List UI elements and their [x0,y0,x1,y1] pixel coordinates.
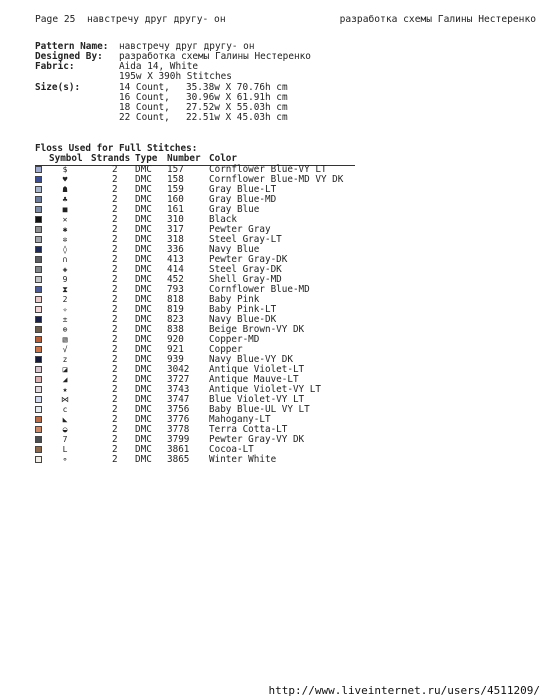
color-name: Beige Brown-VY DK [209,324,305,335]
number-value: 939 [167,354,184,365]
floss-row [0,235,546,245]
color-name: Navy Blue-VY DK [209,354,293,365]
stitch-symbol: ⊕ [62,325,68,334]
floss-row [0,435,546,445]
number-value: 452 [167,274,184,285]
number-value: 310 [167,214,184,225]
number-value: 3727 [167,374,190,385]
color-name: Navy Blue-DK [209,314,277,325]
strands-value: 2 [112,294,118,305]
column-header-number: Number [167,153,201,164]
strands-value: 2 [112,404,118,415]
stitch-symbol: ♥ [62,175,68,184]
strands-value: 2 [112,234,118,245]
floss-row [0,215,546,225]
number-value: 336 [167,244,184,255]
strands-value: 2 [112,164,118,175]
number-value: 317 [167,224,184,235]
color-name: Mahogany-LT [209,414,271,425]
strands-value: 2 [112,384,118,395]
designed-by-label: Designed By: [35,51,103,62]
strands-value: 2 [112,324,118,335]
pattern-name-label: Pattern Name: [35,41,109,52]
type-value: DMC [135,334,152,345]
strands-value: 2 [112,174,118,185]
color-name: Winter White [209,454,277,465]
color-name: Shell Gray-MD [209,274,282,285]
floss-row [0,205,546,215]
strands-value: 2 [112,194,118,205]
floss-row [0,455,546,465]
color-name: Pewter Gray-VY DK [209,434,305,445]
floss-row [0,195,546,205]
color-name: Antique Violet-LT [209,364,305,375]
color-swatch [35,456,42,463]
number-value: 158 [167,174,184,185]
color-swatch [35,446,42,453]
color-name: Terra Cotta-LT [209,424,288,435]
color-name: Gray Blue-LT [209,184,277,195]
type-value: DMC [135,394,152,405]
color-name: Steel Gray-LT [209,234,282,245]
number-value: 160 [167,194,184,205]
stitches-value: 195w X 390h Stitches [119,71,232,82]
strands-value: 2 [112,374,118,385]
source-url[interactable]: http://www.liveinternet.ru/users/4511209/ [268,684,540,697]
type-value: DMC [135,234,152,245]
color-swatch [35,386,42,393]
floss-row [0,405,546,415]
type-value: DMC [135,174,152,185]
color-swatch [35,376,42,383]
stitch-symbol: ★ [62,385,68,394]
type-value: DMC [135,414,152,425]
color-swatch [35,356,42,363]
size-row [119,113,288,123]
column-header-strands: Strands [91,153,131,164]
number-value: 793 [167,284,184,295]
strands-value: 2 [112,264,118,275]
type-value: DMC [135,204,152,215]
color-swatch [35,366,42,373]
color-swatch [35,266,42,273]
stitch-symbol: ◣ [62,415,68,424]
type-value: DMC [135,254,152,265]
stitch-symbol: ◊ [62,245,68,254]
stitch-symbol: ◢ [62,375,68,384]
color-swatch [35,296,42,303]
color-name: Cocoa-LT [209,444,254,455]
color-name: Baby Pink [209,294,260,305]
number-value: 157 [167,164,184,175]
pattern-name-value: навстречу друг другу- он [119,41,255,52]
strands-value: 2 [112,304,118,315]
type-value: DMC [135,364,152,375]
stitch-symbol: ✱ [62,225,68,234]
number-value: 3861 [167,444,190,455]
color-swatch [35,276,42,283]
color-name: Cornflower Blue-MD [209,284,310,295]
size-count: 18 Count, [119,102,170,113]
color-name: Navy Blue [209,244,260,255]
stitch-symbol: ■ [62,205,68,214]
page-header-title: Page 25 навстречу друг другу- он [35,14,226,25]
type-value: DMC [135,244,152,255]
strands-value: 2 [112,364,118,375]
number-value: 920 [167,334,184,345]
stitch-symbol: ⧗ [62,285,68,294]
color-swatch [35,256,42,263]
type-value: DMC [135,404,152,415]
column-header-type: Type [135,153,158,164]
strands-value: 2 [112,354,118,365]
size-dims: 30.96w X 61.91h cm [186,92,288,103]
strands-value: 2 [112,434,118,445]
type-value: DMC [135,344,152,355]
color-swatch [35,236,42,243]
type-value: DMC [135,194,152,205]
floss-row [0,285,546,295]
number-value: 3776 [167,414,190,425]
color-name: Pewter Gray [209,224,271,235]
type-value: DMC [135,164,152,175]
color-name: Baby Pink-LT [209,304,277,315]
stitch-symbol: ✧ [62,305,68,314]
number-value: 161 [167,204,184,215]
stitch-symbol: ✕ [62,215,68,224]
color-name: Copper [209,344,243,355]
stitch-symbol: c [62,405,68,414]
type-value: DMC [135,224,152,235]
type-value: DMC [135,324,152,335]
floss-row [0,325,546,335]
color-name: Copper-MD [209,334,260,345]
floss-section-title: Floss Used for Full Stitches: [35,143,198,154]
color-swatch [35,306,42,313]
floss-row [0,335,546,345]
size-count: 22 Count, [119,112,170,123]
color-swatch [35,206,42,213]
strands-value: 2 [112,204,118,215]
strands-value: 2 [112,184,118,195]
number-value: 413 [167,254,184,265]
number-value: 3799 [167,434,190,445]
color-swatch [35,246,42,253]
number-value: 3778 [167,424,190,435]
color-name: Baby Blue-UL VY LT [209,404,310,415]
stitch-symbol: ♣ [62,195,68,204]
strands-value: 2 [112,254,118,265]
stitch-symbol: z [62,355,68,364]
color-name: Steel Gray-DK [209,264,282,275]
stitch-symbol: 2 [62,295,68,304]
color-name: Pewter Gray-DK [209,254,288,265]
number-value: 838 [167,324,184,335]
type-value: DMC [135,284,152,295]
strands-value: 2 [112,444,118,455]
stitch-symbol: $ [62,165,68,174]
strands-value: 2 [112,284,118,295]
color-name: Cornflower Blue-MD VY DK [209,174,344,185]
size-dims: 35.38w X 70.76h cm [186,82,288,93]
stitch-symbol: ⋈ [61,395,69,404]
page-header-designer: разработка схемы Галины Нестеренко [339,14,536,25]
color-swatch [35,316,42,323]
strands-value: 2 [112,424,118,435]
color-swatch [35,426,42,433]
type-value: DMC [135,374,152,385]
color-name: Cornflower Blue-VY LT [209,164,327,175]
color-name: Antique Mauve-LT [209,374,299,385]
type-value: DMC [135,314,152,325]
strands-value: 2 [112,454,118,465]
type-value: DMC [135,304,152,315]
number-value: 159 [167,184,184,195]
stitch-symbol: ☗ [62,185,68,194]
type-value: DMC [135,424,152,435]
stitch-symbol: ± [62,315,68,324]
number-value: 823 [167,314,184,325]
color-swatch [35,396,42,403]
size-count: 16 Count, [119,92,170,103]
size-dims: 27.52w X 55.03h cm [186,102,288,113]
color-swatch [35,346,42,353]
fabric-value: Aida 14, White [119,61,199,72]
type-value: DMC [135,294,152,305]
number-value: 3743 [167,384,190,395]
color-name: Gray Blue [209,204,260,215]
strands-value: 2 [112,314,118,325]
number-value: 3747 [167,394,190,405]
number-value: 819 [167,304,184,315]
color-swatch [35,166,42,173]
type-value: DMC [135,214,152,225]
number-value: 414 [167,264,184,275]
color-name: Gray Blue-MD [209,194,277,205]
color-swatch [35,436,42,443]
stitch-symbol: L [62,445,68,454]
color-swatch [35,176,42,183]
color-name: Black [209,214,237,225]
stitch-symbol: ◪ [62,365,68,374]
strands-value: 2 [112,244,118,255]
color-swatch [35,226,42,233]
stitch-symbol: ⚬ [61,455,69,464]
number-value: 318 [167,234,184,245]
type-value: DMC [135,264,152,275]
color-name: Antique Violet-VY LT [209,384,321,395]
stitch-symbol: ◒ [62,425,68,434]
strands-value: 2 [112,214,118,225]
strands-value: 2 [112,274,118,285]
color-name: Blue Violet-VY LT [209,394,305,405]
size-dims: 22.51w X 45.03h cm [186,112,288,123]
number-value: 818 [167,294,184,305]
stitch-symbol: ◈ [62,265,68,274]
type-value: DMC [135,384,152,395]
color-swatch [35,406,42,413]
color-swatch [35,326,42,333]
size-count: 14 Count, [119,82,170,93]
type-value: DMC [135,274,152,285]
size-label: Size(s): [35,82,81,93]
number-value: 921 [167,344,184,355]
strands-value: 2 [112,224,118,235]
fabric-label: Fabric: [35,61,75,72]
color-swatch [35,286,42,293]
designed-by-value: разработка схемы Галины Нестеренко [119,51,311,62]
stitch-symbol: √ [62,345,68,354]
number-value: 3756 [167,404,190,415]
column-header-color: Color [209,153,237,164]
strands-value: 2 [112,344,118,355]
color-swatch [35,216,42,223]
stitch-symbol: 9 [62,275,68,284]
color-swatch [35,196,42,203]
stitch-symbol: 7 [62,435,68,444]
stitch-symbol: ✲ [62,235,68,244]
stitch-symbol: ▧ [62,335,68,344]
strands-value: 2 [112,394,118,405]
type-value: DMC [135,454,152,465]
column-header-symbol: Symbol [49,153,83,164]
type-value: DMC [135,444,152,455]
strands-value: 2 [112,334,118,345]
number-value: 3865 [167,454,190,465]
color-swatch [35,336,42,343]
type-value: DMC [135,354,152,365]
type-value: DMC [135,434,152,445]
color-swatch [35,186,42,193]
type-value: DMC [135,184,152,195]
strands-value: 2 [112,414,118,425]
color-swatch [35,416,42,423]
stitch-symbol: ∩ [62,255,68,264]
number-value: 3042 [167,364,190,375]
